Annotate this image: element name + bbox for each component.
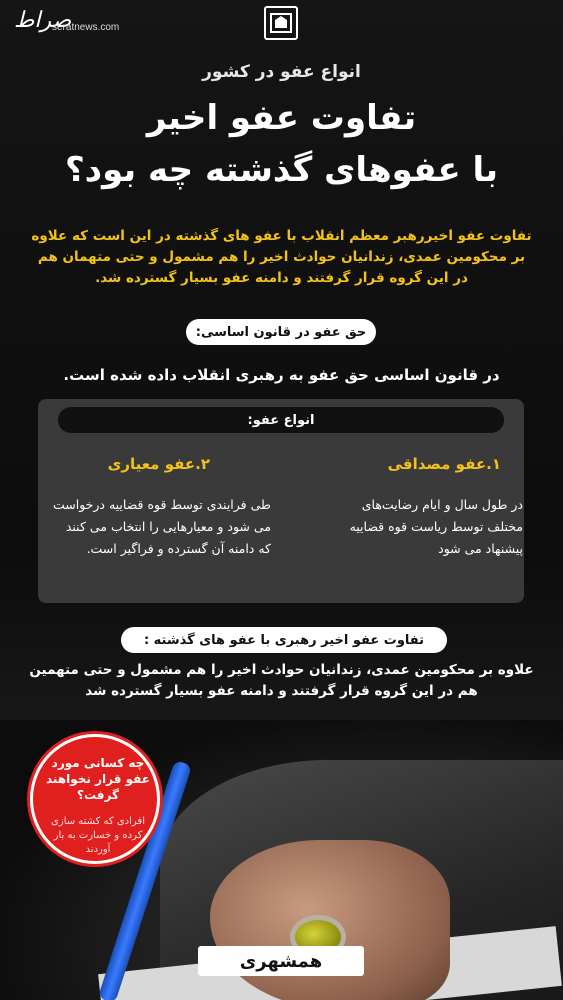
type-2-title: ۲.عفو معیاری xyxy=(107,455,210,473)
type-1-text: در طول سال و ایام رضایت‌های مختلف توسط ریاست قوه قضاییه پیشنهاد می شود xyxy=(349,497,523,556)
callout-question: چه کسانی مورد عفو قرار نخواهند گرفت؟ xyxy=(46,756,150,802)
constitution-label: حق عفو در قانون اساسی: xyxy=(186,319,376,345)
brand-logo: صراط xyxy=(14,8,72,33)
types-label: انواع عفو: xyxy=(58,407,504,433)
constitution-text: در قانون اساسی حق عفو به رهبری انقلاب داده شده است. xyxy=(63,366,500,384)
kicker: انواع عفو در کشور xyxy=(202,62,361,82)
difference-text: علاوه بر محکومین عمدی، زندانیان حوادث اخیر را هم مشمول و حتی متهمین هم در این گروه قرار گرفتند و دامنه عفو بسیار گسترده شد xyxy=(29,662,534,699)
intro-paragraph: تفاوت عفو اخیررهبر معظم انقلاب با عفو های گذشته در این است که علاوه بر محکومین عمدی، زندانیان حوادث اخیر را هم مشمول و حتی متهمان هم در این گروه قرار گرفتند و دامنه عفو بسیار گسترده شد. xyxy=(31,228,532,286)
difference-label: تفاوت عفو اخیر رهبری با عفو های گذشته : xyxy=(121,627,447,653)
footer-logo: همشهری xyxy=(198,946,364,976)
hamshahri-logo-icon xyxy=(264,6,298,40)
page-title-line-2: با عفوهای گذشته چه بود؟ xyxy=(64,150,499,190)
type-2-text: طی فرایندی توسط قوه قضاییه درخواست می شود و معیارهایی را انتخاب می کنند که دامنه آن گسترده و فراگیر است. xyxy=(52,497,271,556)
callout-answer: افرادی که کشته سازی کرده و خسارت به بار آوردند xyxy=(51,816,145,855)
page-title-line-1: تفاوت عفو اخیر xyxy=(146,98,417,138)
site-url: seratnews.com xyxy=(52,22,120,33)
type-1-title: ۱.عفو مصداقی xyxy=(387,455,501,473)
callout-circle xyxy=(30,734,160,864)
logo-glyph-icon xyxy=(268,10,294,36)
